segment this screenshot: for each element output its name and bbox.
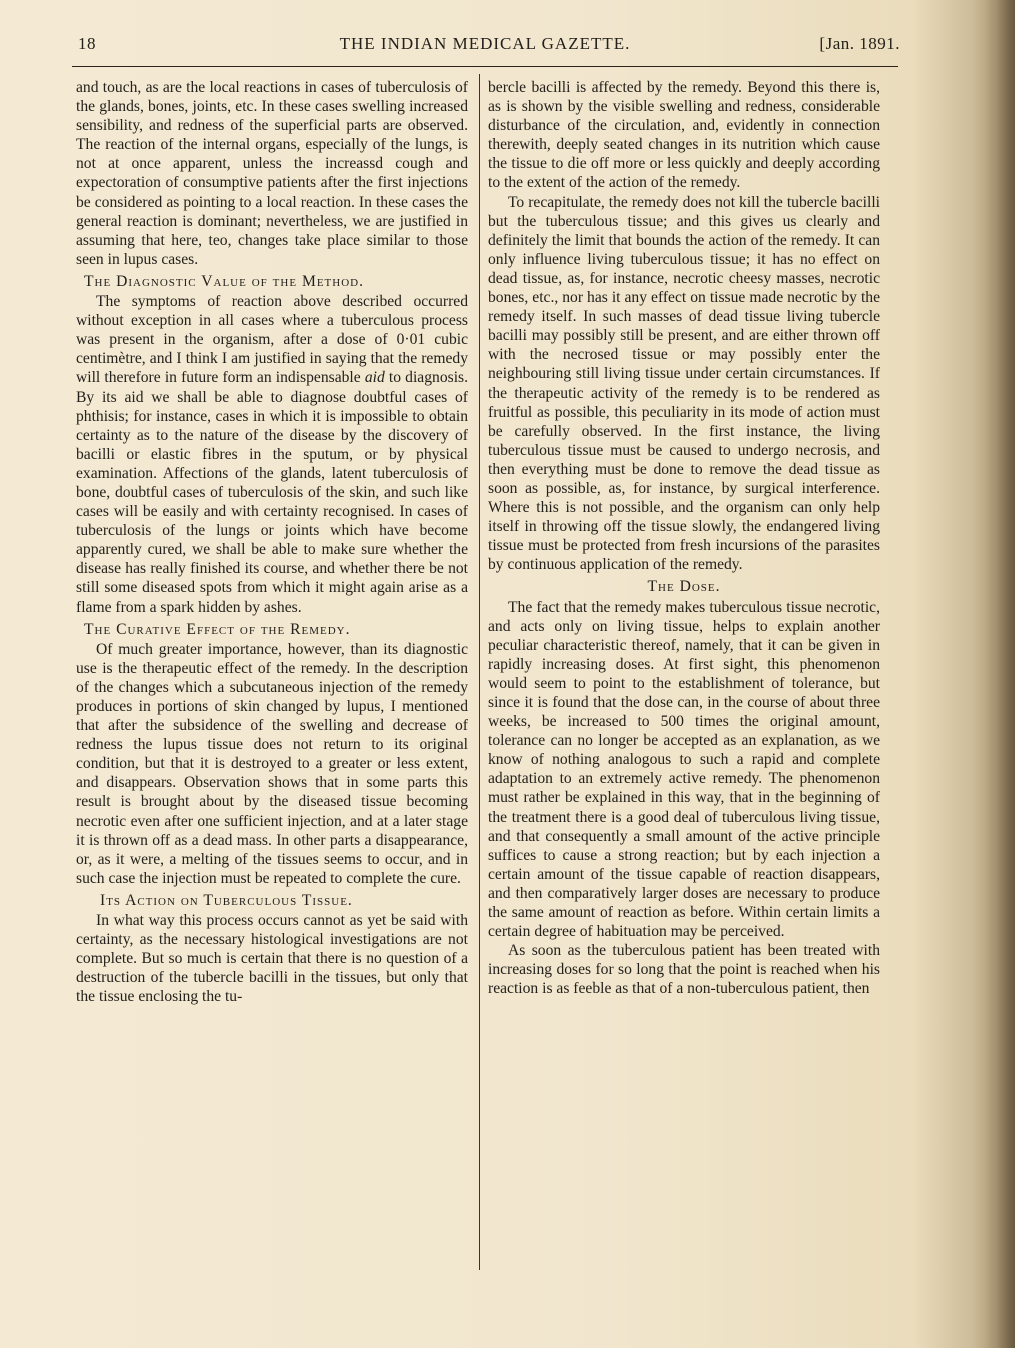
paragraph: Of much greater importance, however, than its diagnostic use is the therapeutic effect of the remedy. In the description of the changes which a subcutaneous injection of the remedy produces in portions of skin changed by lupus, I mentioned that after the subsidence of the swelling and decrease of redness the lupus tissue does not return to its original condition, but that it is destroyed to a greater or less extent, and disappears. Observation shows that in some parts this result is brought about by the diseased tissue becoming necrotic even after one sufficient injection, and at a later stage it is thrown off as a dead mass. In other parts a disappearance, or, as it were, a melting of the tissues seems to occur, and in such case the injection must be repeated to complete the cure. xyxy=(76,640,468,887)
paragraph: In what way this process occurs cannot as yet be said with certainty, as the necessary histological investigations are not complete. But so much is certain that there is no question of a destruction of the tubercle bacilli in the tissues, but only that the tissue enclosing the tu- xyxy=(76,912,468,1006)
paragraph: The fact that the remedy makes tuberculous tissue necrotic, and acts only on living tissue, helps to explain another peculiar characteristic thereof, namely, that it can be given in rapidly increasing doses. At first sight, this phenomenon would seem to point to the establishment of tolerance, but since it is found that the dose can, in the course of about three weeks, be increased to 500 times the original amount, tolerance can no longer be accepted as an explanation, as we know of nothing analogous to such a rapid and complete adaptation to an extremely active remedy. The phenomenon must rather be explained in this way, that in the beginning of the treatment there is a good deal of tuberculous living tissue, and that consequently a small amount of the active principle suffices to cause a strong reaction; but by each injection a certain amount of the tissue capable of reaction disappears, and then comparatively larger doses are necessary to produce the same amount of reaction as before. Within certain limits a certain degree of habituation may be perceived. xyxy=(488,598,880,941)
paragraph xyxy=(76,292,468,617)
binding-edge-shadow xyxy=(973,0,1015,1348)
section-heading-action-on-tissue: Its Action on Tuberculous Tissue. xyxy=(100,891,353,909)
section-heading-curative-effect: The Curative Effect of the Remedy. xyxy=(84,620,351,638)
section-heading-diagnostic-value: The Diagnostic Value of the Method. xyxy=(84,272,365,290)
header-rule xyxy=(72,66,898,67)
column-divider xyxy=(479,74,480,1270)
issue-date: [Jan. 1891. xyxy=(819,34,900,53)
paragraph: bercle bacilli is affected by the remedy. Beyond this there is, as is shown by the visible swelling and redness, considerable disturbance of the circulation, and, evidently in connection therewith, deeply seated changes in its nutrition which cause the tissue to die off more or less quickly and deeply according to the extent of the action of the remedy. xyxy=(488,79,880,192)
paragraph: To recapitulate, the remedy does not kill the tubercle bacilli but the tuberculous tissue; and this gives us clearly and definitely the limit that bounds the action of the remedy. It can only influence living tuberculous tissue; it has no effect on dead tissue, as, for instance, necrotic cheesy masses, necrotic bones, etc., nor has it any effect on tissue made necrotic by the remedy itself. In such masses of dead tissue living tubercle bacilli may possibly still be present, and are either thrown off with the necrosed tissue or may possibly enter the neighbouring still living tissue under certain circumstances. If the therapeutic activity of the remedy is to be rendered as fruitful as possible, this peculiarity in its mode of action must be carefully observed. In the first instance, the living tuberculous tissue must be caused to undergo necrosis, and then everything must be done to remove the dead tissue as soon as possible, as, for instance, by surgical interference. Where this is not possible, and the organism can only help itself in throwing off the tissue slowly, the endangered living tissue must be protected from fresh incursions of the parasites by continuous application of the remedy. xyxy=(488,193,880,574)
right-column xyxy=(488,78,880,999)
journal-title: THE INDIAN MEDICAL GAZETTE. xyxy=(339,34,631,53)
running-header xyxy=(70,34,900,58)
page-number: 18 xyxy=(78,34,96,53)
paragraph: and touch, as are the local reactions in cases of tuberculosis of the glands, bones, joints, etc. In these cases swelling increased sensibility, and redness of the superficial parts are observed. The reaction of the internal organs, especially of the lungs, is not at once apparent, unless the increassd cough and expectoration of consumptive patients after the first injections be considered as pointing to a local reaction. In these cases the general reaction is dominant; nevertheless, we are justified in assuming that here, teo, changes take place similar to those seen in lupus cases. xyxy=(76,79,468,268)
text-run: to diagnosis. By its aid we shall be able to diagnose doubtful cases of phthisis; for instance, cases in which it is impossible to obtain certainty as to the nature of the disease by the discovery of bacilli or elastic fibres in the sputum, or by physical examination. Affections of the glands, latent tuberculosis of bone, doubtful cases of tuberculosis of the skin, and such like cases will be easily and with certainty recognised. In cases of tuberculosis of the lungs or joints which have become apparently cured, we shall be able to make sure whether the disease has really finished its course, and whether there be not still some diseased spots from which it might again arise as a flame from a spark hidden by ashes. xyxy=(76,369,468,616)
text-run: The symptoms of reaction above described occurred without exception in all cases where a tuberculous process was present in the organism, after a dose of 0·01 cubic centimètre, and I think I am justified in saying that the remedy will therefore in future form an indispensable xyxy=(76,293,468,387)
paragraph: As soon as the tuberculous patient has been treated with increasing doses for so long that the point is reached when his reaction is as feeble as that of a non-tuberculous patient, then xyxy=(488,942,880,998)
section-heading-the-dose: The Dose. xyxy=(647,578,721,596)
emphasis: aid xyxy=(364,369,385,387)
left-column xyxy=(76,78,468,1007)
